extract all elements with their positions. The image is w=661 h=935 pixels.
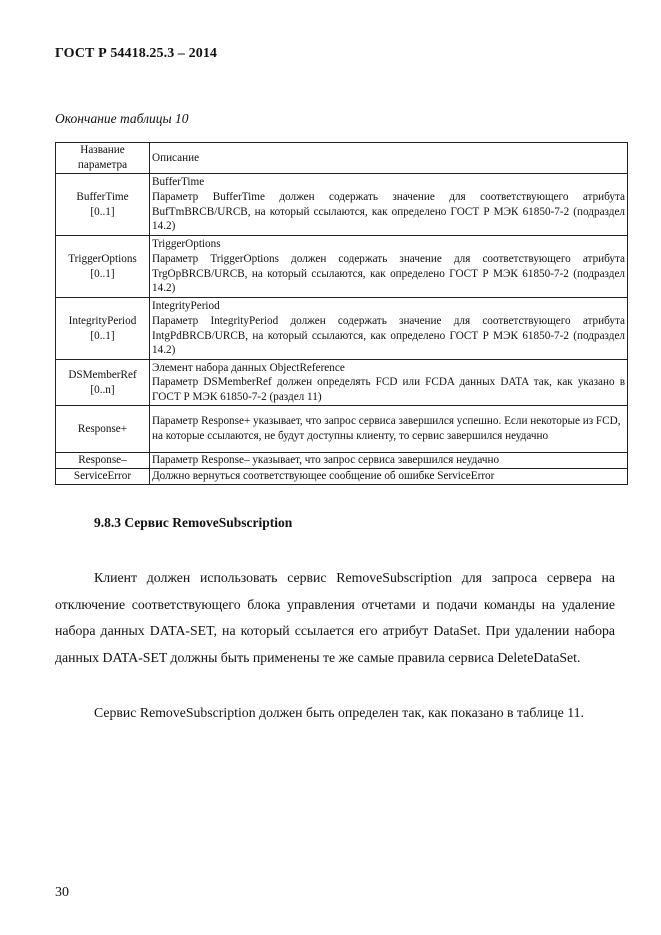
param-description-title: TriggerOptions: [152, 238, 221, 251]
param-description-title: Элемент набора данных ObjectReference: [152, 361, 345, 374]
document-header: ГОСТ Р 54418.25.3 – 2014: [55, 46, 218, 61]
param-name: Response+: [56, 406, 150, 453]
header-cell-description: Описание: [150, 143, 628, 174]
table-caption: Окончание таблицы 10: [55, 111, 189, 126]
header-cell-name: Название параметра: [56, 143, 150, 174]
body-paragraph: Сервис RemoveSubscription должен быть определен так, как показано в таблице 11.: [94, 705, 584, 720]
table-row: [56, 406, 628, 453]
table-row: [56, 236, 628, 298]
table-row: [56, 453, 628, 469]
param-name: Response–: [56, 453, 150, 469]
param-description-title: IntegrityPeriod: [152, 300, 220, 313]
table-row: [56, 360, 628, 406]
parameters-table: [55, 142, 628, 485]
param-description-title: BufferTime: [152, 176, 205, 189]
table-row: [56, 469, 628, 485]
param-multiplicity: [0..1]: [90, 205, 115, 218]
param-description-cell: [150, 298, 628, 360]
param-description-text: Должно вернуться соответствующее сообщение об ошибке ServiceError: [150, 469, 628, 485]
param-name: IntegrityPeriod: [68, 314, 137, 327]
param-name: BufferTime: [76, 190, 129, 203]
param-description-text: Параметр DSMemberRef должен определять FCD или FCDA данных DATA так, как указано в ГОСТ Р МЭК 61850-7-2 (раздел 11): [152, 376, 625, 403]
param-name: TriggerOptions: [68, 252, 137, 265]
param-name-cell: [56, 174, 150, 236]
param-description-text: Параметр Response– указывает, что запрос сервиса завершился неудачно: [150, 453, 628, 469]
table-header-row: [56, 143, 628, 174]
param-multiplicity: [0..1]: [90, 267, 115, 280]
param-name: DSMemberRef: [68, 368, 137, 381]
param-description-text: Параметр IntegrityPeriod должен содержать значение для соответствующего атрибута IntgPdBRCB/URCB, на который ссылаются, как определено ГОСТ Р МЭК 61850-7-2 (подраздел 14.2): [152, 314, 625, 357]
param-description-cell: [150, 236, 628, 298]
table-row: [56, 298, 628, 360]
param-description-cell: [150, 174, 628, 236]
param-multiplicity: [0..1]: [90, 329, 115, 342]
section-heading: 9.8.3 Сервис RemoveSubscription: [94, 515, 293, 530]
param-name: ServiceError: [56, 469, 150, 485]
page-number: 30: [55, 885, 69, 900]
param-description-text: Параметр BufferTime должен содержать значение для соответствующего атрибута BufTmBRCB/URCB, на который ссылаются, как определено ГОСТ Р МЭК 61850-7-2 (подраздел 14.2): [152, 190, 625, 233]
param-multiplicity: [0..n]: [90, 383, 115, 396]
param-name-cell: [56, 236, 150, 298]
param-description-text: Параметр Response+ указывает, что запрос сервиса завершился успешно. Если некоторые из FCD, на которые ссылаются, не будут доступны клиенту, то сервис завершился неудачно: [150, 406, 628, 453]
param-name-cell: [56, 360, 150, 406]
param-description-text: Параметр TriggerOptions должен содержать значение для соответствующего атрибута TrgOpBRCB/URCB, на который ссылаются, как определено ГОСТ Р МЭК 61850-7-2 (подраздел 14.2): [152, 252, 625, 295]
param-description-cell: [150, 360, 628, 406]
table-row: [56, 174, 628, 236]
param-name-cell: [56, 298, 150, 360]
body-paragraph: Клиент должен использовать сервис RemoveSubscription для запроса сервера на отключение соответствующего блока управления отчетами и подачи команды на удаление набора данных DATA-SET, на который ссылается его атрибут DataSet. При удалении набора данных DATA-SET должны быть применены те же самые правила сервиса DeleteDataSet.: [55, 570, 615, 665]
